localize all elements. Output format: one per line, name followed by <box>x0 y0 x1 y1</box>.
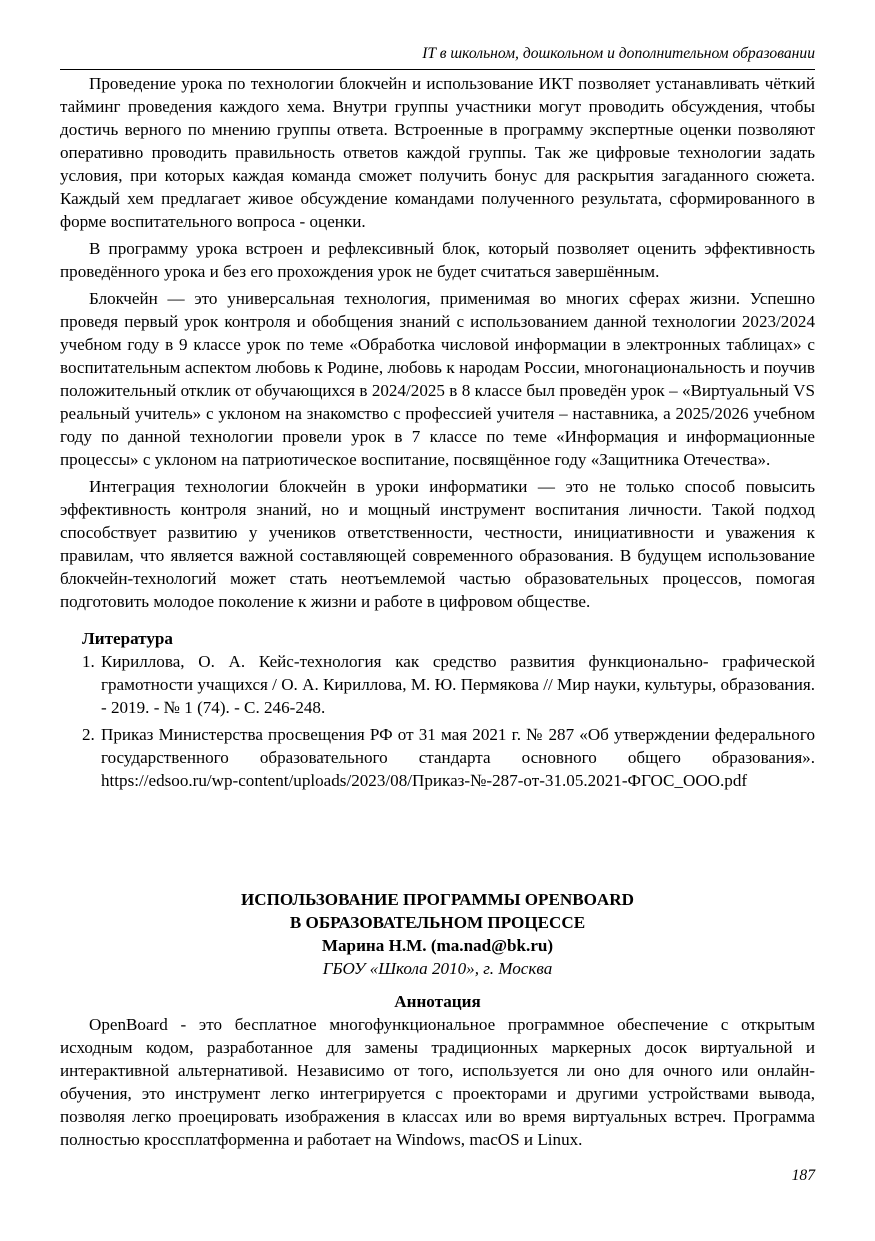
article-title-line: В ОБРАЗОВАТЕЛЬНОМ ПРОЦЕССЕ <box>289 913 586 932</box>
body-paragraph: Проведение урока по технологии блокчейн и использование ИКТ позволяет устанавливать чёткий тайминг проведения каждого хема. Внутри группы участники могут проводить обсуждения, чтобы достичь верного по мнению группы ответа. Встроенные в программу экспертные оценки позволяют оперативно проводить правильность ответов каждой группы. Так же цифровые технологии задать условия, при которых каждая команда сможет получить бонус для раскрытия загаданного сюжета. Каждый хем предлагает живое обсуждение командами полученного результата, сформированного в форме воспитательного вопроса - оценки. <box>60 74 815 231</box>
body-paragraph: Блокчейн — это универсальная технология, применимая во многих сферах жизни. Успешно проведя первый урок контроля и обобщения знаний с использованием данной технологии 2023/2024 учебном году в 9 классе урок по теме «Обработка числовой информации в электронных таблицах» с воспитательным аспектом любовь к Родине, любовь к народам России, многонациональность и поучив положительный отклик от обучающихся в 2024/2025 в 8 классе был проведён урок – «Виртуальный VS реальный учитель» с уклоном на знакомство с профессией учителя – наставника, а 2025/2026 учебном году по данной технологии провели урок в 7 классе по теме «Информация и информационные процессы» с уклоном на патриотическое воспитание, посвящённое году «Защитника Отечества». <box>60 289 815 469</box>
abstract-text: OpenBoard - это бесплатное многофункциональное программное обеспечение с открытым исходным кодом, разработанное для замены традиционных маркерных досок виртуальной и интерактивной альтернативой. Независимо от того, используется ли оно для очного или онлайн-обучения, это инструмент легко интегрируется с проекторами и другими устройствами вывода, позволяя легко проецировать изображения в классах или во время виртуальных встреч. Программа полностью кроссплатформенна и работает на Windows, macOS и Linux. <box>60 1015 815 1149</box>
running-header: IT в школьном, дошкольном и дополнительном образовании <box>422 45 815 62</box>
article-author: Марина Н.М. (ma.nad@bk.ru) <box>321 936 554 955</box>
article-header <box>60 888 815 980</box>
body-paragraph: В программу урока встроен и рефлексивный блок, который позволяет оценить эффективность проведённого урока и без его прохождения урок не будет считаться завершённым. <box>60 239 815 281</box>
header-rule <box>60 69 815 70</box>
article-affiliation: ГБОУ «Школа 2010», г. Москва <box>322 959 553 978</box>
reference-number: 1. <box>82 652 95 671</box>
reference-text: Приказ Министерства просвещения РФ от 31 мая 2021 г. № 287 «Об утверждении федерального государственного образовательного стандарта основного общего образования». https://edsoo.ru/wp-content/uploads/2023/08/Приказ-№-287-от-31.05.2021-ФГОС_ООО.pdf <box>101 725 815 790</box>
reference-number: 2. <box>82 725 95 744</box>
references-heading: Литература <box>82 629 173 648</box>
reference-item <box>60 723 815 792</box>
article-title-line: ИСПОЛЬЗОВАНИЕ ПРОГРАММЫ OPENBOARD <box>241 890 634 909</box>
body-paragraph: Интеграция технологии блокчейн в уроки информатики — это не только способ повысить эффективность контроля знаний, но и мощный инструмент воспитания личности. Такой подход способствует развитию у учеников ответственности, честности, инициативности и уважения к правилам, что является важной составляющей современного образования. В будущем использование блокчейн-технологий может стать неотъемлемой частью образовательных процессов, помогая подготовить молодое поколение к жизни и работе в цифровом обществе. <box>60 477 815 611</box>
reference-item <box>60 650 815 719</box>
abstract-heading: Аннотация <box>394 992 481 1011</box>
page-number: 187 <box>791 1167 815 1184</box>
references-list <box>60 650 815 792</box>
main-text <box>60 72 815 796</box>
reference-text: Кириллова, О. А. Кейс-технология как средство развития функционально- графической грамотности учащихся / О. А. Кириллова, М. Ю. Пермякова // Мир науки, культуры, образования. - 2019. - № 1 (74). - С. 246-248. <box>101 652 815 717</box>
